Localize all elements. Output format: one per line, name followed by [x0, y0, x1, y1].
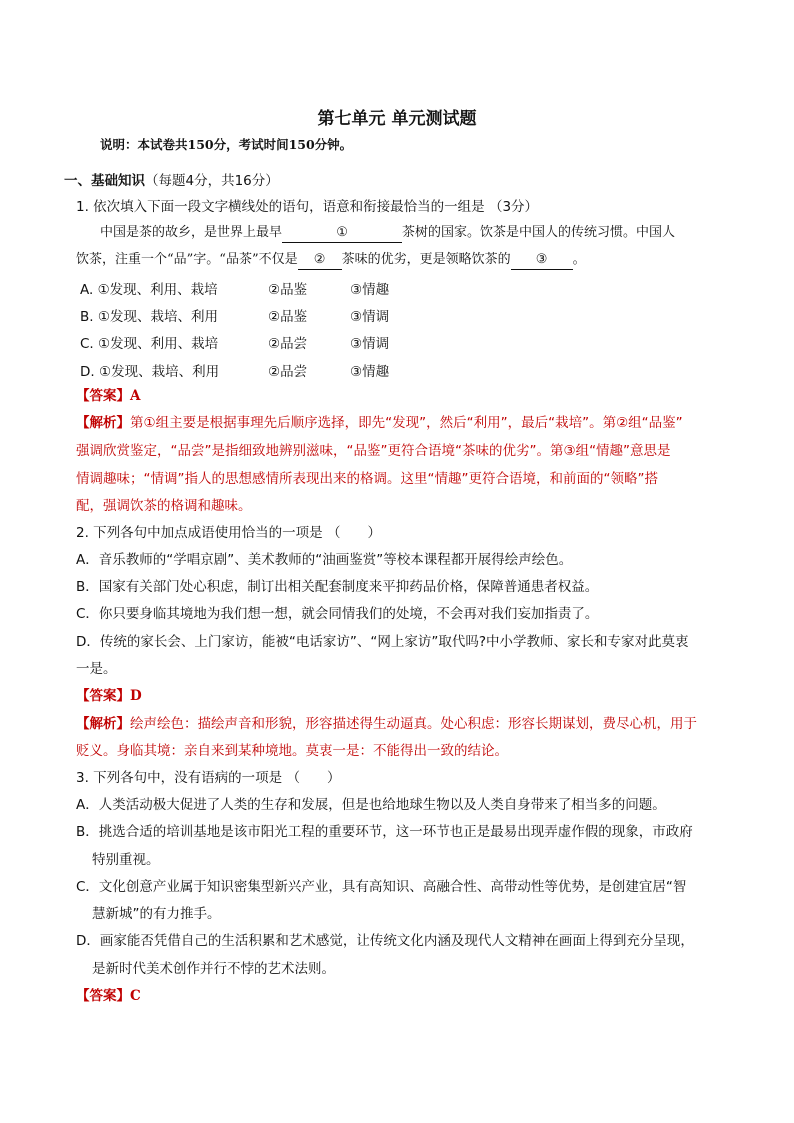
q1-analysis-line3: 情调趣味；“情调”指人的思想感情所表现出来的格调。这里“情趣”更符合语境，和前面的“领略”搭	[76, 471, 658, 487]
q1-passage-text: 。	[572, 252, 586, 267]
answer-value: A	[130, 388, 141, 404]
q2-answer	[76, 687, 142, 705]
section-1-title: 一、基础知识	[64, 173, 145, 189]
q2-option-c: C．你只要身临其境地为我们想一想，就会同情我们的处境，不会再对我们妄加指责了。	[76, 606, 599, 622]
q3-option-c-line2: 慧新城”的有力推手。	[92, 906, 221, 922]
analysis-text: 第①组主要是根据事理先后顺序选择，即先“发现”，然后“利用”，最后“栽培”。第②组“品鉴”	[130, 415, 683, 431]
q2-option-d-line1: D．传统的家长会、上门家访，能被“电话家访”、“网上家访”取代吗?中小学教师、家长和专家对此莫衷	[76, 634, 689, 650]
q2-option-d-line2: 一是。	[76, 661, 117, 677]
q1-blank-1: ①	[282, 224, 402, 243]
option-label: B. ①发现、栽培、利用	[80, 309, 218, 325]
answer-value: C	[130, 988, 141, 1004]
q3-option-b-line1: B．挑选合适的培训基地是该市阳光工程的重要环节，这一环节也正是最易出现弄虚作假的现象，市政府	[76, 824, 693, 840]
q1-passage-line2	[76, 251, 586, 270]
exam-note: 说明：本试卷共150分，考试时间150分钟。	[100, 137, 353, 152]
option-col-c: ③情调	[350, 309, 390, 325]
option-col-b: ②品鉴	[268, 282, 308, 298]
q3-option-d-line2: 是新时代美术创作并行不悖的艺术法则。	[92, 961, 335, 977]
answer-tag: 【答案】	[76, 988, 130, 1004]
q2-analysis-line1	[76, 715, 697, 733]
analysis-tag: 【解析】	[76, 415, 130, 431]
section-1-heading	[64, 172, 279, 190]
q3-option-b-line2: 特别重视。	[92, 852, 160, 868]
q1-blank-2: ②	[298, 251, 342, 270]
option-label: D. ①发现、栽培、利用	[80, 364, 220, 380]
answer-value: D	[130, 688, 142, 704]
q3-stem: 3. 下列各句中，没有语病的一项是 （ ）	[76, 770, 341, 786]
option-label: A. ①发现、利用、栽培	[80, 282, 218, 298]
q2-stem: 2. 下列各句中加点成语使用恰当的一项是 （ ）	[76, 525, 381, 541]
q1-analysis-line2: 强调欣赏鉴定，“品尝”是指细致地辨别滋味，“品鉴”更符合语境“茶味的优劣”。第③组“情趣”意思是	[76, 443, 671, 459]
q1-blank-3: ③	[511, 251, 573, 270]
q1-analysis-line4: 配，强调饮茶的格调和趣味。	[76, 498, 252, 514]
q2-option-a: A．音乐教师的“学唱京剧”、美术教师的“油画鉴赏”等校本课程都开展得绘声绘色。	[76, 552, 573, 568]
q1-passage-text: 饮茶，注重一个“品”字。“品茶”不仅是	[76, 252, 298, 267]
option-col-c: ③情调	[350, 336, 390, 352]
q3-option-c-line1: C．文化创意产业属于知识密集型新兴产业，具有高知识、高融合性、高带动性等优势，是创建宜居“智	[76, 879, 687, 895]
q1-answer	[76, 387, 140, 405]
q1-passage-text: 中国是茶的故乡，是世界上最早	[100, 225, 283, 240]
option-col-b: ②品尝	[268, 336, 308, 352]
option-label: C. ①发现、利用、栽培	[80, 336, 219, 352]
page-title: 第七单元 单元测试题	[317, 109, 477, 129]
q1-passage-text: 茶味的优劣，更是领略饮茶的	[341, 252, 511, 267]
option-col-c: ③情趣	[350, 364, 390, 380]
answer-tag: 【答案】	[76, 388, 130, 404]
q3-option-a: A．人类活动极大促进了人类的生存和发展，但是也给地球生物以及人类自身带来了相当多的问题。	[76, 797, 666, 813]
q2-option-b: B．国家有关部门处心积虑，制订出相关配套制度来平抑药品价格，保障普通患者权益。	[76, 579, 599, 595]
q1-analysis-line1	[76, 414, 683, 432]
analysis-tag: 【解析】	[76, 716, 130, 732]
q3-option-d-line1: D．画家能否凭借自己的生活积累和艺术感觉，让传统文化内涵及现代人文精神在画面上得到充分呈现，	[76, 933, 694, 949]
option-col-c: ③情趣	[350, 282, 390, 298]
q3-answer	[76, 987, 141, 1005]
q1-passage-text: 茶树的国家。饮茶是中国人的传统习惯。中国人	[402, 225, 676, 240]
answer-tag: 【答案】	[76, 688, 130, 704]
option-col-b: ②品尝	[268, 364, 308, 380]
q1-stem: 1. 依次填入下面一段文字横线处的语句，语意和衔接最恰当的一组是 （3分）	[76, 199, 539, 215]
option-col-b: ②品鉴	[268, 309, 308, 325]
q2-analysis-line2: 贬义。身临其境：亲自来到某种境地。莫衷一是：不能得出一致的结论。	[76, 743, 508, 759]
section-1-score: （每题4分，共16分）	[145, 173, 279, 189]
q1-passage-line1	[100, 224, 675, 243]
analysis-text: 绘声绘色：描绘声音和形貌，形容描述得生动逼真。处心积虑：形容长期谋划，费尽心机，用于	[130, 716, 697, 732]
